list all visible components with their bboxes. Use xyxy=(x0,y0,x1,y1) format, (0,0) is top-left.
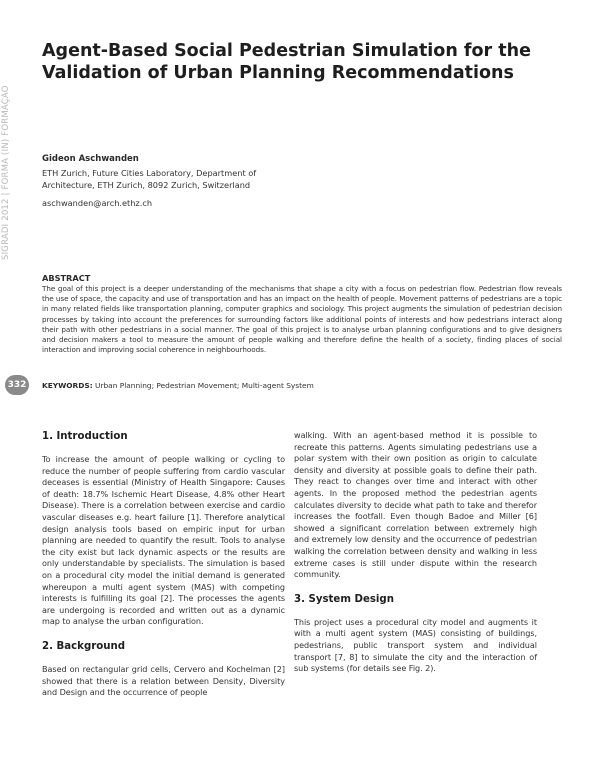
affiliation-line: Architecture, ETH Zurich, 8092 Zurich, Switzerland xyxy=(42,180,251,190)
abstract-text: The goal of this project is a deeper understanding of the mechanisms that shape a city with a focus on pedestrian flow. Pedestrian flow reveals the use of space, the capacity and use of transportation and has an impact on the health of people. Movement patterns of pedestrians are a topic in many related fields like transportation planning, computer graphics and sociology. This project augments the simulation of pedestrian decision processes by taking into account the preferences for surrounding factors like additional points of interests and how pedestrians interact along their path with other pedestrians in a social manner. The goal of this project is to analyse urban planning configurations and to give designers and decision makers a tool to measure the amount of people walking and therefore define the health of a society, finding places of social interaction and improving social coherence in neighbourhoods. xyxy=(42,284,562,355)
abstract-section xyxy=(42,273,562,355)
background-text-continued: walking. With an agent-based method it is possible to recreate this patterns. Agents simulating pedestrians use a polar system with their own position as origin to calculate density and diversity at possible goals to define their path. They react to changes over time and interact with other agents. In the proposed method the pedestrian agents calculates diversity to decide what path to take and therefor increases the footfall. Even though Badoe and Miller [6] showed a significant correlation between extremely high and extremely low density and the occurrence of pedestrian walking the correlation between density and walking in less extreme cases is still under dispute within the research community. xyxy=(294,430,537,580)
author-block xyxy=(42,154,362,209)
page-number-badge: 332 xyxy=(5,375,29,395)
author-name: Gideon Aschwanden xyxy=(42,154,139,164)
system-design-text: This project uses a procedural city model and augments it with a multi agent system (MAS) consisting of buildings, pedestrians, public transport system and individual transport [7, 8] to simulate the city and the interaction of sub systems (for details see Fig. 2). xyxy=(294,616,537,674)
section-heading-background: 2. Background xyxy=(42,640,126,652)
introduction-text: To increase the amount of people walking or cycling to reduce the number of people suffering from cardio vascular deceases is essential (Ministry of Health Singapore: Causes of death: 18.7% Ischemic Heart Disease, 4.8% other Heart Disease). There is a correlation between exercise and cardio vascular diseases e.g. heart failure [1]. Therefore analytical design analysis tools based on empiric input for urban planning are needed to quantify the result. Tools to analyse the city exist but lack dynamic aspects or the results are only understandable by specialists. The simulation is based on a procedural city model the initial demand is generated whereupon a multi agent system (MAS) with competing interests is fulfilling its goal [2]. The processes the agents are undergoing is recorded and written out as a dynamic map to analyse the urban configuration. xyxy=(42,454,285,627)
keywords-label: KEYWORDS: xyxy=(42,381,93,390)
keywords-text: Urban Planning; Pedestrian Movement; Multi-agent System xyxy=(95,381,314,390)
section-heading-system-design: 3. System Design xyxy=(294,593,394,605)
left-column xyxy=(42,430,285,699)
right-column xyxy=(294,430,537,675)
keywords-line xyxy=(42,381,562,390)
conference-side-label xyxy=(1,60,15,260)
conference-side-label-text: SIGRADI 2012 | FORMA (IN) FORMAÇÃO xyxy=(1,85,11,260)
affiliation-line: ETH Zurich, Future Cities Laboratory, Department of xyxy=(42,168,257,178)
author-email: aschwanden@arch.ethz.ch xyxy=(42,198,153,208)
abstract-heading: ABSTRACT xyxy=(42,273,91,283)
section-heading-introduction: 1. Introduction xyxy=(42,431,128,442)
paper-title: Agent-Based Social Pedestrian Simulation for the Validation of Urban Planning Recommendations xyxy=(42,41,531,83)
background-text-start: Based on rectangular grid cells, Cervero and Kochelman [2] showed that there is a relation between Density, Diversity and Design and the occurrence of people xyxy=(42,663,285,698)
